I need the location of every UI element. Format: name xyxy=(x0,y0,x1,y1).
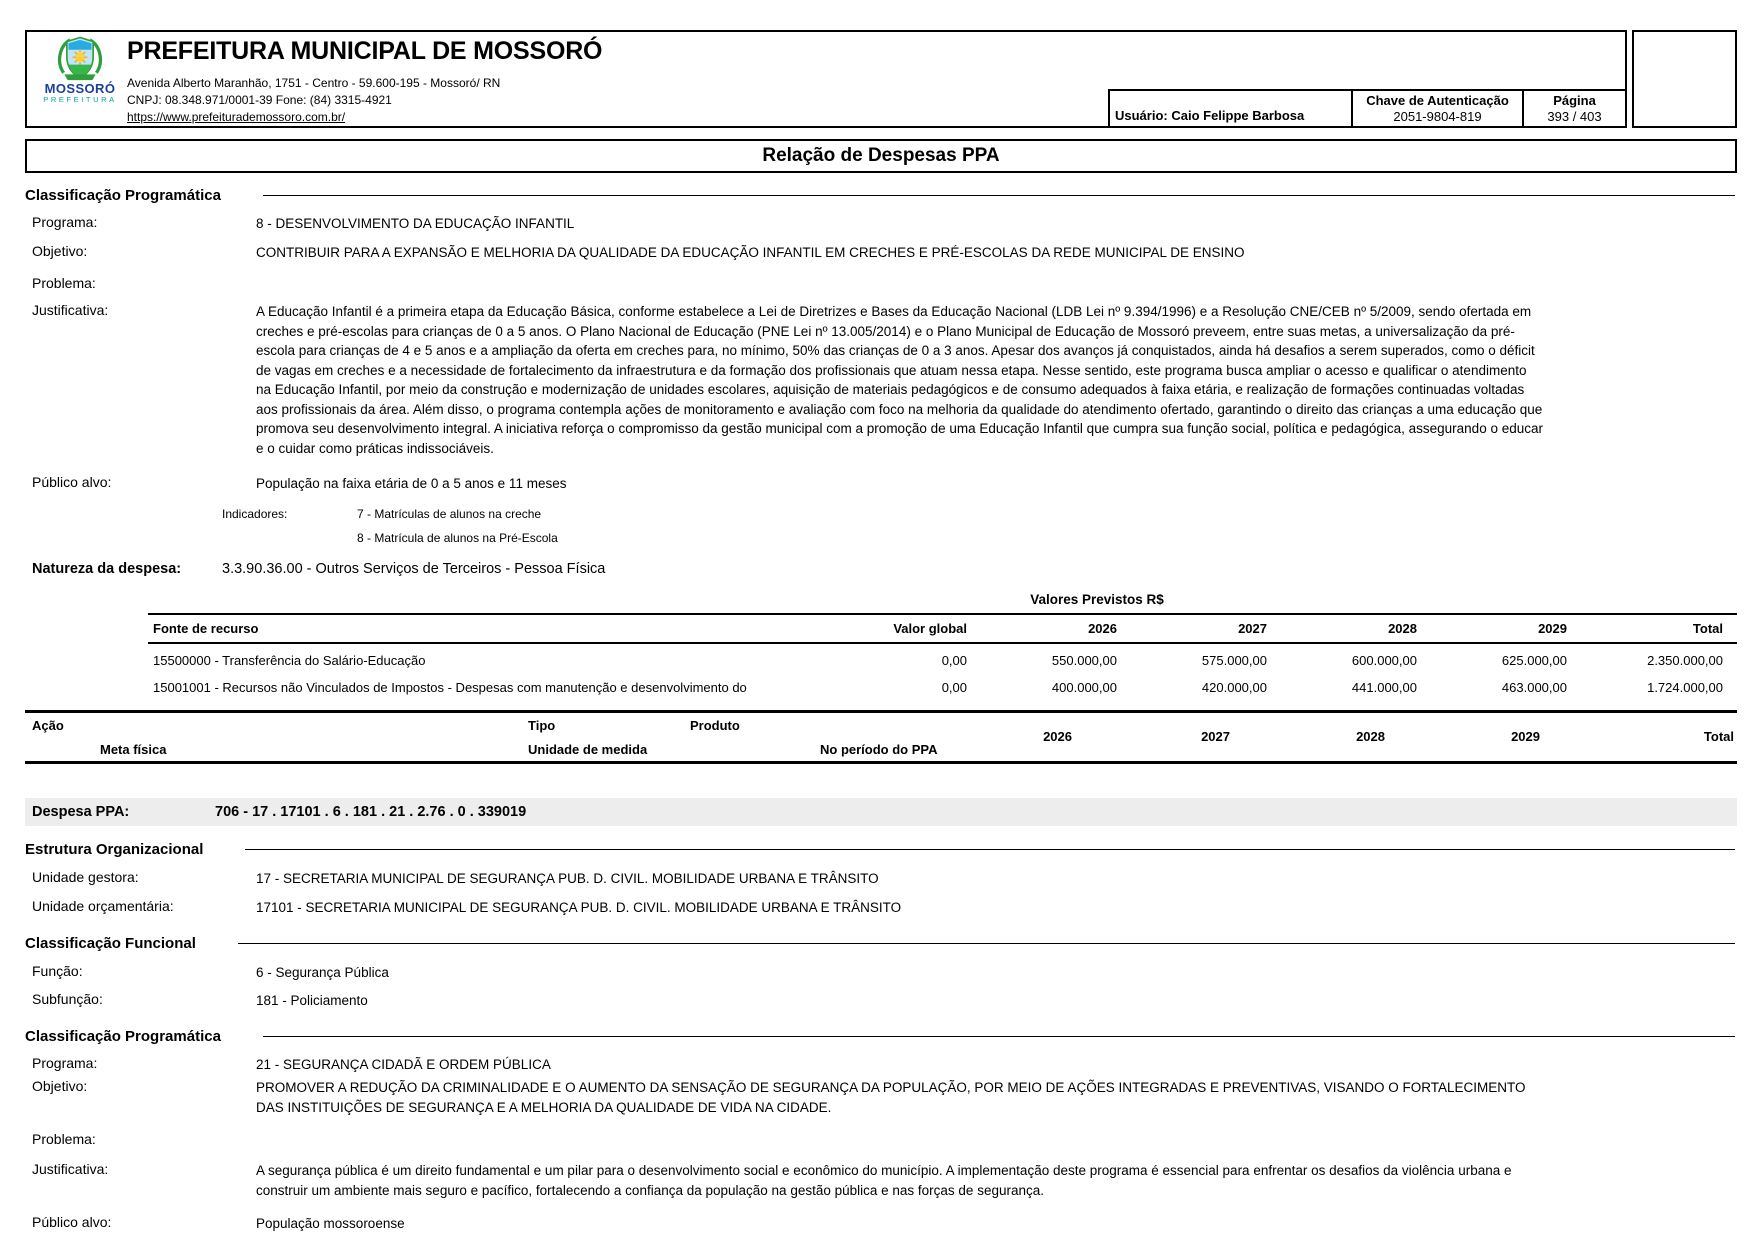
field-label-funcao: Função: xyxy=(32,962,83,979)
acao-header-band xyxy=(25,713,1737,764)
table-row xyxy=(148,671,1737,698)
cell-2029: 463.000,00 xyxy=(1501,679,1567,695)
auth-key-label: Chave de Autenticação xyxy=(1366,93,1509,108)
field-value-funcao: 6 - Segurança Pública xyxy=(256,964,389,980)
indicador-item: 7 - Matrículas de alunos na creche xyxy=(357,506,542,521)
header-corner-box xyxy=(1632,30,1737,128)
cell-fonte: 15001001 - Recursos não Vinculados de Impostos - Despesas com manutenção e desenvolvimento do xyxy=(153,679,747,695)
auth-key-cell xyxy=(1353,91,1524,126)
field-value-programa: 21 - SEGURANÇA CIDADÃ E ORDEM PÚBLICA xyxy=(256,1056,551,1072)
despesa-ppa-bar xyxy=(25,798,1737,826)
logo-city-text: MOSSORÓ xyxy=(44,81,116,96)
col-2027: 2027 xyxy=(1238,620,1267,636)
org-address: Avenida Alberto Maranhão, 1751 - Centro - 59.600-195 - Mossoró/ RN xyxy=(127,76,501,90)
col-total: Total xyxy=(1692,620,1723,636)
field-value-publico-alvo: População mossoroense xyxy=(256,1216,405,1231)
field-value-programa: 8 - DESENVOLVIMENTO DA EDUCAÇÃO INFANTIL xyxy=(256,216,575,231)
col-2028: 2028 xyxy=(1388,620,1417,636)
header-box xyxy=(25,30,1627,128)
field-label-objetivo: Objetivo: xyxy=(32,242,88,259)
section-heading-classificacao-programatica-2: Classificação Programática xyxy=(25,1027,1737,1047)
field-value-objetivo: PROMOVER A REDUÇÃO DA CRIMINALIDADE E O AUMENTO DA SENSAÇÃO DE SEGURANÇA DA POPULAÇÃO, POR MEIO DE AÇÕES INTEGRADAS E PREVENTIVAS, VISANDO O FORTALECIMENTO DAS INSTITUIÇÕES DE SEGURANÇA E A MELHORIA DA QUALIDADE DE VIDA NA CIDADE. xyxy=(256,1080,1526,1115)
cell-total: 1.724.000,00 xyxy=(1647,679,1723,695)
field-label-programa: Programa: xyxy=(32,1054,98,1071)
user-label: Usuário: Caio Felippe Barbosa xyxy=(1110,91,1353,126)
field-value-justificativa: A Educação Infantil é a primeira etapa da Educação Básica, conforme estabelece a Lei de Diretrizes e Bases da Educação Nacional (LDB Lei nº 9.394/1996) e a Resolução CNE/CEB nº 5/2009, sendo ofertada em creches e pré-escolas para crianças de 0 a 5 anos. O Plano Nacional de Educação (PNE Lei nº 13.005/2014) e o Plano Municipal de Educação de Mossoró preveem, entre suas metas, a universalização da pré-escola para crianças de 4 e 5 anos e a ampliação da oferta em creches para, no mínimo, 50% das crianças de 0 a 3 anos. Apesar dos avanços já conquistados, ainda há desafios a serem superados, como o déficit de vagas em creches e a necessidade de fortalecimento da infraestrutura e da formação dos profissionais que atuam nessa etapa. Nesse sentido, este programa busca ampliar o acesso e qualificar o atendimento na Educação Infantil, por meio da construção e modernização de unidades escolares, aquisição de materiais pedagógicos e de consumo adequados à faixa etária, e realização de formações continuadas voltadas aos profissionais da área. Além disso, o programa contempla ações de monitoramento e avaliação com foco na melhoria da qualidade do atendimento ofertado, garantindo o direito das crianças a uma educação que promova seu desenvolvimento integral. A iniciativa reforça o compromisso da gestão municipal com a promoção de uma Educação Infantil que cumpra sua função social, política e pedagógica, assegurando o educar e o cuidar como práticas indissociáveis. xyxy=(256,304,1543,456)
field-value-publico-alvo: População na faixa etária de 0 a 5 anos e 11 meses xyxy=(256,476,567,491)
cell-total: 2.350.000,00 xyxy=(1647,652,1723,668)
natureza-despesa-label: Natureza da despesa: xyxy=(32,560,182,577)
field-value-unidade-gestora: 17 - SECRETARIA MUNICIPAL DE SEGURANÇA PUB. D. CIVIL. MOBILIDADE URBANA E TRÂNSITO xyxy=(256,870,879,886)
acao-col-2027: 2027 xyxy=(1201,728,1230,744)
cell-2027: 420.000,00 xyxy=(1201,679,1267,695)
field-label-indicadores: Indicadores: xyxy=(222,506,288,521)
field-label-objetivo: Objetivo: xyxy=(32,1078,88,1094)
acao-col-total: Total xyxy=(1703,728,1734,744)
city-logo xyxy=(37,35,123,104)
field-label-unidade-gestora: Unidade gestora: xyxy=(32,868,139,885)
field-label-unidade-orcamentaria: Unidade orçamentária: xyxy=(32,898,174,914)
report-title: Relação de Despesas PPA xyxy=(762,145,1000,166)
field-value-unidade-orcamentaria: 17101 - SECRETARIA MUNICIPAL DE SEGURANÇA PUB. D. CIVIL. MOBILIDADE URBANA E TRÂNSITO xyxy=(256,900,902,915)
field-value-subfuncao: 181 - Policiamento xyxy=(256,993,368,1008)
logo-sub-text: PREFEITURA xyxy=(43,95,117,104)
section-heading-classificacao-funcional: Classificação Funcional xyxy=(25,934,1737,954)
despesa-ppa-value: 706 - 17 . 17101 . 6 . 181 . 21 . 2.76 . 0 . 339019 xyxy=(215,803,527,820)
field-label-justificativa: Justificativa: xyxy=(32,302,109,318)
header-user-table xyxy=(1108,89,1627,128)
page-cell xyxy=(1524,91,1625,126)
cell-fonte: 15500000 - Transferência do Salário-Educação xyxy=(153,652,426,668)
heading-rule xyxy=(245,849,1735,850)
section-heading-classificacao-programatica-1: Classificação Programática xyxy=(25,185,1737,205)
natureza-despesa-value: 3.3.90.36.00 - Outros Serviços de Terceiros - Pessoa Física xyxy=(222,560,606,577)
cell-2029: 625.000,00 xyxy=(1501,652,1567,668)
valores-previstos-header: Valores Previstos R$ xyxy=(1030,591,1164,607)
acao-col-2028: 2028 xyxy=(1356,728,1385,744)
tipo-label: Tipo xyxy=(528,717,556,733)
heading-rule xyxy=(263,1036,1735,1037)
field-label-problema: Problema: xyxy=(32,275,96,291)
cell-valor-global: 0,00 xyxy=(941,652,967,668)
auth-key-value: 2051-9804-819 xyxy=(1393,109,1482,124)
acao-label: Ação xyxy=(32,717,64,733)
periodo-ppa-label: No período do PPA xyxy=(820,741,938,757)
field-label-problema: Problema: xyxy=(32,1131,96,1147)
field-label-publico-alvo: Público alvo: xyxy=(32,474,112,490)
heading-rule xyxy=(238,943,1735,944)
indicador-item: 8 - Matrícula de alunos na Pré-Escola xyxy=(357,530,558,545)
org-title: PREFEITURA MUNICIPAL DE MOSSORÓ xyxy=(127,37,603,65)
city-crest-icon xyxy=(55,35,105,81)
acao-col-2029: 2029 xyxy=(1511,728,1540,744)
meta-fisica-label: Meta física xyxy=(100,741,167,757)
indicadores-spacer xyxy=(222,531,357,545)
cell-2028: 441.000,00 xyxy=(1351,679,1417,695)
valores-header-row xyxy=(148,614,1737,643)
col-2026: 2026 xyxy=(1088,620,1117,636)
org-cnpj-phone: CNPJ: 08.348.971/0001-39 Fone: (84) 3315-4921 xyxy=(127,93,392,107)
cell-2028: 600.000,00 xyxy=(1351,652,1417,668)
cell-2026: 400.000,00 xyxy=(1051,679,1117,695)
report-title-bar xyxy=(25,139,1737,173)
col-valor-global: Valor global xyxy=(893,620,967,636)
unidade-medida-label: Unidade de medida xyxy=(528,741,648,757)
field-label-subfuncao: Subfunção: xyxy=(32,991,103,1007)
cell-valor-global: 0,00 xyxy=(941,679,967,695)
page-value: 393 / 403 xyxy=(1547,109,1602,124)
heading-rule xyxy=(263,195,1735,196)
field-label-justificativa: Justificativa: xyxy=(32,1161,109,1177)
col-fonte-de-recurso: Fonte de recurso xyxy=(153,620,259,636)
field-value-objetivo: CONTRIBUIR PARA A EXPANSÃO E MELHORIA DA QUALIDADE DA EDUCAÇÃO INFANTIL EM CRECHES E PRÉ-ESCOLAS DA REDE MUNICIPAL DE ENSINO xyxy=(256,244,1245,260)
valores-previstos-table xyxy=(148,613,1737,698)
cell-2026: 550.000,00 xyxy=(1051,652,1117,668)
field-label-publico-alvo: Público alvo: xyxy=(32,1214,112,1230)
col-2029: 2029 xyxy=(1538,620,1567,636)
field-value-justificativa: A segurança pública é um direito fundamental e um pilar para o desenvolvimento social e econômico do município. A implementação deste programa é essencial para enfrentar os desafios da violência urbana e construir um ambiente mais seguro e pacífico, fortalecendo a confiança da população na gestão pública e nas forças de segurança. xyxy=(256,1163,1512,1198)
field-label-programa: Programa: xyxy=(32,214,98,230)
table-row xyxy=(148,643,1737,671)
cell-2027: 575.000,00 xyxy=(1201,652,1267,668)
org-website-link[interactable]: https://www.prefeiturademossoro.com.br/ xyxy=(127,110,346,124)
acao-col-2026: 2026 xyxy=(1043,728,1072,744)
despesa-ppa-label: Despesa PPA: xyxy=(32,803,130,820)
section-heading-estrutura-organizacional: Estrutura Organizacional xyxy=(25,840,1737,860)
page-label: Página xyxy=(1553,93,1596,108)
produto-label: Produto xyxy=(690,717,740,733)
